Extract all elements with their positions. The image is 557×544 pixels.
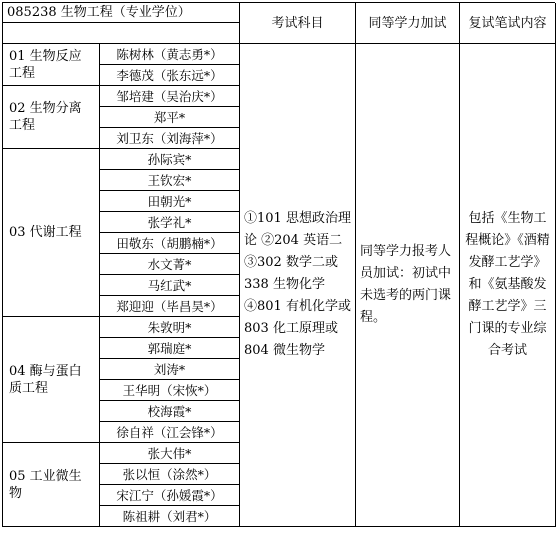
direction-03: 03 代谢工程 (3, 149, 100, 317)
direction-01: 01 生物反应工程 (3, 44, 100, 86)
header-exam-subjects: 考试科目 (240, 3, 356, 44)
advisor: 李德茂（张东远*） (100, 65, 240, 86)
advisor: 郑迎迎（毕昌昊*） (100, 296, 240, 317)
advisor: 徐自祥（江会锋*） (100, 422, 240, 443)
advisor: 郭瑞庭* (100, 338, 240, 359)
header-retest-content: 复试笔试内容 (460, 3, 556, 44)
advisor: 朱敦明* (100, 317, 240, 338)
header-equivalent-test: 同等学力加试 (356, 3, 460, 44)
advisor: 校海霞* (100, 401, 240, 422)
advisor: 邹培建（吴治庆*） (100, 86, 240, 107)
advisor: 陈树林（黄志勇*） (100, 44, 240, 65)
direction-02: 02 生物分离工程 (3, 86, 100, 149)
advisor: 刘涛* (100, 359, 240, 380)
advisor: 张以恒（涂然*） (100, 464, 240, 485)
program-table (2, 2, 555, 527)
program-title: 085238 生物工程（专业学位） (3, 3, 240, 23)
advisor: 刘卫东（刘海萍*） (100, 128, 240, 149)
advisor: 陈祖耕（刘君*） (100, 506, 240, 527)
advisor: 田朝光* (100, 191, 240, 212)
advisor: 郑平* (100, 107, 240, 128)
exam-subjects-cell: ①101 思想政治理论 ②204 英语二 ③302 数学二或 338 生物化学 ④801 有机化学或 803 化工原理或 804 微生物学 (240, 44, 356, 527)
advisor: 田敬东（胡鹏楠*） (100, 233, 240, 254)
retest-content-cell: 包括《生物工程概论》《酒精发酵工艺学》和《氨基酸发酵工艺学》三门课的专业综合考试 (460, 44, 556, 527)
advisor: 张学礼* (100, 212, 240, 233)
advisor: 宋江宁（孙媛霞*） (100, 485, 240, 506)
equivalent-test-cell: 同等学力报考人员加试：初试中未选考的两门课程。 (356, 44, 460, 527)
advisor: 王钦宏* (100, 170, 240, 191)
direction-05: 05 工业微生物 (3, 443, 100, 527)
advisor: 张大伟* (100, 443, 240, 464)
advisor: 王华明（宋恢*） (100, 380, 240, 401)
header-blank-cell (3, 23, 240, 44)
advisor: 孙际宾* (100, 149, 240, 170)
advisor: 水文菁* (100, 254, 240, 275)
direction-04: 04 酶与蛋白质工程 (3, 317, 100, 443)
advisor: 马红武* (100, 275, 240, 296)
